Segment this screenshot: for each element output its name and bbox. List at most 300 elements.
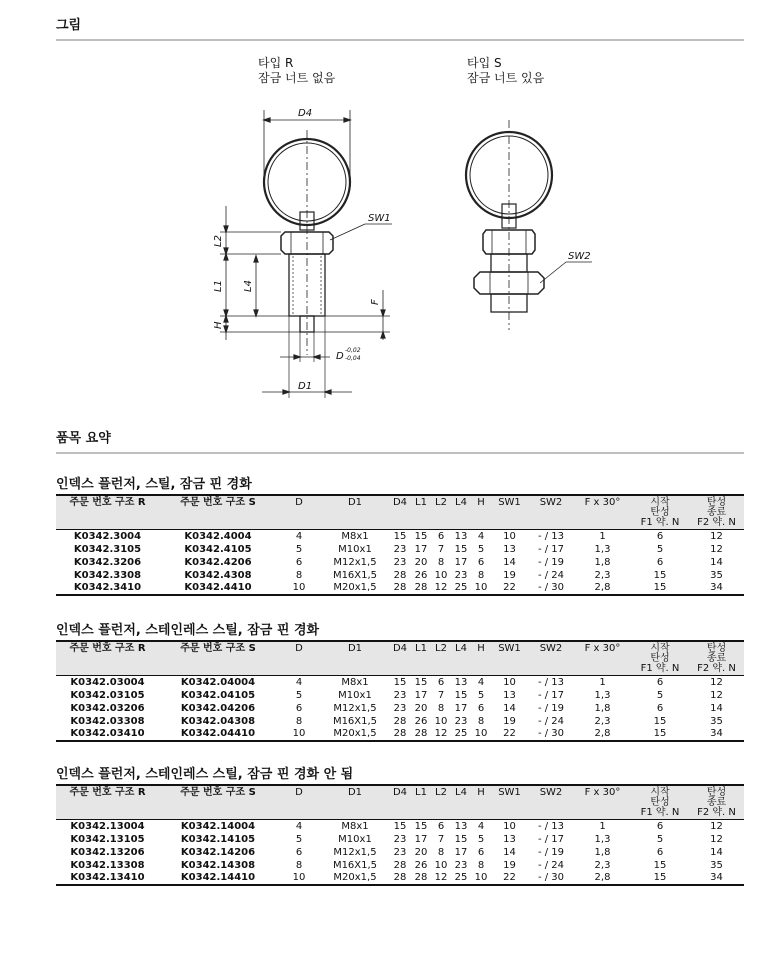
- table-cell: 12: [431, 582, 451, 595]
- table-cell: M8x1: [341, 676, 369, 688]
- order-number-cell: K0342.04410: [159, 728, 277, 741]
- column-header-line: 종료: [706, 653, 727, 664]
- table-cell: 17: [414, 833, 428, 845]
- table-cell: 17: [454, 556, 468, 568]
- table-cell: 2,3: [594, 859, 611, 871]
- table-cell: M10x1: [338, 833, 372, 845]
- table-cell: - / 17: [537, 689, 565, 701]
- table-cell: 28: [411, 872, 431, 885]
- column-header-d1: D1: [321, 641, 389, 676]
- table-cell: 13: [503, 833, 516, 845]
- table-cell: 23: [393, 702, 407, 714]
- order-number-cell: K0342.3308: [73, 569, 142, 581]
- table-cell: 10: [434, 715, 448, 727]
- table-cell: - / 30: [528, 582, 574, 595]
- table-cell: 6: [477, 702, 485, 714]
- table-cell: 15: [454, 689, 468, 701]
- table-cell: 8: [437, 846, 445, 858]
- table-cell: 5: [477, 833, 485, 845]
- table-cell: 13: [454, 676, 468, 688]
- order-number-cell: K0342.3004: [73, 530, 142, 542]
- dim-l2-label: L2: [213, 235, 224, 247]
- order-number-cell: K0342.04004: [180, 676, 256, 688]
- column-header-order-r: 주문 번호 구조 R: [56, 641, 159, 676]
- table-cell: 7: [437, 689, 445, 701]
- table-cell: 5: [295, 689, 303, 701]
- column-header-order-r: 주문 번호 구조 R: [56, 785, 159, 820]
- column-header-f: F x 30°: [574, 495, 631, 530]
- column-header-d: D: [277, 495, 321, 530]
- table-cell: 13: [503, 689, 516, 701]
- table-cell: M12x1,5: [333, 556, 377, 568]
- table-row: [56, 569, 744, 582]
- type-s-title: 타입 S: [467, 56, 502, 70]
- table-cell: - / 24: [537, 859, 565, 871]
- table-cell: 15: [393, 676, 407, 688]
- column-header-d1: D1: [321, 785, 389, 820]
- table-cell: 14: [503, 556, 516, 568]
- table-cell: 15: [653, 569, 667, 581]
- table-cell: 8: [295, 859, 303, 871]
- table-cell: 1,8: [594, 556, 611, 568]
- column-header-l4: L4: [451, 641, 471, 676]
- table-cell: - / 30: [528, 728, 574, 741]
- table-cell: - / 19: [537, 702, 565, 714]
- column-header-f: F x 30°: [574, 641, 631, 676]
- table-cell: 35: [710, 569, 723, 581]
- table-cell: 10: [277, 872, 321, 885]
- table-header-row: [56, 495, 744, 530]
- table-cell: 34: [689, 872, 744, 885]
- table-cell: 19: [503, 569, 516, 581]
- table-cell: 6: [656, 676, 664, 688]
- table-cell: 23: [393, 556, 407, 568]
- table-cell: 35: [710, 859, 723, 871]
- table-cell: 17: [454, 846, 468, 858]
- table-cell: 5: [295, 833, 303, 845]
- table-header-row: [56, 641, 744, 676]
- column-header-sw1: SW1: [491, 641, 528, 676]
- column-header-line: 종료: [706, 797, 727, 808]
- order-number-cell: K0342.3206: [73, 556, 142, 568]
- table-cell: 6: [656, 530, 664, 542]
- table-row: [56, 689, 744, 702]
- column-header-line: 탄성: [650, 507, 670, 518]
- column-header-end-spring: [689, 785, 744, 820]
- table-cell: - / 24: [537, 569, 565, 581]
- table-cell: 8: [477, 569, 485, 581]
- column-header-l2: L2: [431, 641, 451, 676]
- table-cell: 12: [431, 728, 451, 741]
- column-header-line: 탄성: [706, 787, 727, 798]
- dim-sw2-label: SW2: [568, 251, 591, 262]
- column-header-line: 탄성: [650, 653, 670, 664]
- column-header-l1: L1: [411, 641, 431, 676]
- table-cell: 23: [454, 715, 468, 727]
- table-cell: 5: [477, 689, 485, 701]
- table-cell: 25: [451, 872, 471, 885]
- table-cell: 2,8: [574, 582, 631, 595]
- table-cell: 34: [689, 728, 744, 741]
- type-r-subtitle: 잠금 너트 없음: [258, 71, 336, 85]
- column-header-start-spring: [631, 495, 689, 530]
- column-header-sw2: SW2: [528, 495, 574, 530]
- table-cell: M12x1,5: [333, 846, 377, 858]
- table-cell: 15: [393, 820, 407, 832]
- technical-drawing: [0, 0, 780, 420]
- table-cell: 8: [295, 715, 303, 727]
- order-number-cell: K0342.4206: [184, 556, 252, 568]
- type-r-drawing: [220, 110, 392, 398]
- table-cell: M12x1,5: [333, 702, 377, 714]
- table-cell: 26: [414, 569, 428, 581]
- table-cell: 1,3: [594, 833, 611, 845]
- table-cell: 12: [710, 530, 723, 542]
- table-cell: M16X1,5: [332, 715, 378, 727]
- table-cell: 23: [393, 689, 407, 701]
- table-cell: 15: [631, 582, 689, 595]
- table-cell: M8x1: [341, 820, 369, 832]
- table-cell: 15: [414, 530, 428, 542]
- column-header-d: D: [277, 785, 321, 820]
- table-cell: 13: [503, 543, 516, 555]
- dim-sw1-label: SW1: [368, 213, 391, 224]
- order-number-cell: K0342.04308: [180, 715, 256, 727]
- table-cell: 10: [277, 582, 321, 595]
- table-cell: 28: [393, 859, 407, 871]
- table-row: [56, 530, 744, 543]
- table-cell: 5: [295, 543, 303, 555]
- table-cell: 12: [710, 676, 723, 688]
- column-header-line: F1 약. N: [640, 807, 680, 818]
- table-row: [56, 702, 744, 715]
- table-cell: 28: [411, 582, 431, 595]
- column-header-d4: D4: [389, 641, 411, 676]
- column-header-line: 탄성: [706, 643, 727, 654]
- table-cell: 4: [295, 530, 303, 542]
- table-cell: 13: [454, 820, 468, 832]
- table-cell: 2,8: [574, 872, 631, 885]
- table-cell: - / 13: [537, 820, 565, 832]
- table-cell: 5: [477, 543, 485, 555]
- column-header-line: F1 약. N: [640, 663, 680, 674]
- table-row: [56, 556, 744, 569]
- dim-d1-label: D1: [298, 381, 313, 392]
- order-number-cell: K0342.3105: [73, 543, 142, 555]
- column-header-end-spring: [689, 641, 744, 676]
- order-number-cell: K0342.03206: [70, 702, 145, 714]
- table-cell: 19: [503, 859, 516, 871]
- table-cell: 10: [471, 728, 491, 741]
- table-cell: 1: [599, 530, 606, 542]
- table-cell: 14: [710, 556, 723, 568]
- table-cell: 4: [477, 820, 485, 832]
- table-cell: 28: [411, 728, 431, 741]
- table-cell: 10: [471, 582, 491, 595]
- column-header-h: H: [471, 495, 491, 530]
- table-cell: M16X1,5: [332, 569, 378, 581]
- table-cell: 25: [451, 728, 471, 741]
- table-title: 인덱스 플런저, 스틸, 잠금 핀 경화: [56, 477, 252, 492]
- column-header-sw1: SW1: [491, 495, 528, 530]
- table-cell: 12: [710, 833, 723, 845]
- table-cell: 6: [295, 702, 303, 714]
- table-cell: 5: [656, 689, 664, 701]
- table-cell: 15: [414, 820, 428, 832]
- column-header-l4: L4: [451, 495, 471, 530]
- table-row: [56, 820, 744, 833]
- table-cell: 10: [277, 728, 321, 741]
- summary-section-heading: 품목 요약: [56, 427, 744, 454]
- table-cell: 23: [393, 846, 407, 858]
- table-cell: 15: [653, 859, 667, 871]
- table-cell: 4: [295, 820, 303, 832]
- table-cell: 10: [503, 676, 516, 688]
- table-cell: - / 13: [537, 676, 565, 688]
- column-header-h: H: [471, 641, 491, 676]
- table-row: [56, 872, 744, 885]
- table-cell: 28: [389, 872, 411, 885]
- figure-section-heading: 그림: [56, 14, 744, 41]
- table-cell: 15: [631, 728, 689, 741]
- table-cell: 6: [656, 820, 664, 832]
- order-number-cell: K0342.04105: [180, 689, 256, 701]
- table-cell: 6: [437, 820, 445, 832]
- table-cell: 26: [414, 859, 428, 871]
- table-cell: - / 19: [537, 556, 565, 568]
- table-title: 인덱스 플런저, 스테인레스 스틸, 잠금 핀 경화 안 됨: [56, 767, 354, 782]
- table-cell: - / 17: [537, 543, 565, 555]
- table-cell: M20x1,5: [321, 582, 389, 595]
- table-cell: 14: [710, 702, 723, 714]
- order-number-cell: K0342.3410: [56, 582, 159, 595]
- table-cell: 4: [477, 530, 485, 542]
- column-header-line: F2 약. N: [697, 807, 736, 818]
- table-cell: - / 30: [528, 872, 574, 885]
- table-cell: 15: [393, 530, 407, 542]
- column-header-line: 종료: [706, 507, 727, 518]
- table-row: [56, 543, 744, 556]
- table-cell: 17: [414, 543, 428, 555]
- table-cell: 1,8: [594, 846, 611, 858]
- table-cell: 13: [454, 530, 468, 542]
- table-cell: 15: [631, 872, 689, 885]
- table-cell: M10x1: [338, 689, 372, 701]
- column-header-l1: L1: [411, 495, 431, 530]
- table-cell: 6: [295, 846, 303, 858]
- table-cell: 23: [454, 569, 468, 581]
- order-number-cell: K0342.13105: [70, 833, 145, 845]
- table-cell: M8x1: [341, 530, 369, 542]
- order-number-cell: K0342.14206: [180, 846, 256, 858]
- table-row: [56, 846, 744, 859]
- column-header-start-spring: [631, 785, 689, 820]
- table-cell: 10: [471, 872, 491, 885]
- table-cell: 35: [710, 715, 723, 727]
- table-cell: 22: [491, 872, 528, 885]
- table-cell: 5: [656, 833, 664, 845]
- table-cell: 8: [437, 556, 445, 568]
- table-cell: 1,8: [594, 702, 611, 714]
- column-header-line: 탄성: [650, 797, 670, 808]
- table-cell: 5: [656, 543, 664, 555]
- column-header-l2: L2: [431, 785, 451, 820]
- dim-l1-label: L1: [213, 280, 224, 292]
- table-cell: - / 24: [537, 715, 565, 727]
- table-cell: 20: [414, 846, 428, 858]
- table-cell: 10: [503, 530, 516, 542]
- table-cell: - / 19: [537, 846, 565, 858]
- order-number-cell: K0342.4308: [184, 569, 252, 581]
- table-cell: 23: [393, 543, 407, 555]
- table-cell: 6: [437, 530, 445, 542]
- table-cell: - / 13: [537, 530, 565, 542]
- column-header-end-spring: [689, 495, 744, 530]
- table-cell: 10: [503, 820, 516, 832]
- table-cell: 12: [431, 872, 451, 885]
- table-cell: 28: [393, 715, 407, 727]
- order-number-cell: K0342.14004: [180, 820, 256, 832]
- table-cell: 25: [451, 582, 471, 595]
- column-header-d4: D4: [389, 785, 411, 820]
- column-header-l2: L2: [431, 495, 451, 530]
- table-cell: 34: [689, 582, 744, 595]
- type-r-title: 타입 R: [258, 56, 294, 70]
- table-cell: 23: [393, 833, 407, 845]
- table-cell: 22: [491, 728, 528, 741]
- spec-table: [56, 640, 744, 742]
- table-cell: 6: [295, 556, 303, 568]
- table-cell: 15: [454, 833, 468, 845]
- table-cell: 8: [295, 569, 303, 581]
- table-cell: 8: [477, 859, 485, 871]
- column-header-line: 탄성: [706, 497, 727, 508]
- column-header-order-s: 주문 번호 구조 S: [159, 641, 277, 676]
- table-cell: 6: [656, 702, 664, 714]
- order-number-cell: K0342.13206: [70, 846, 145, 858]
- table-cell: 1: [599, 676, 606, 688]
- table-cell: 20: [414, 556, 428, 568]
- type-s-drawing: [466, 120, 592, 330]
- order-number-cell: K0342.03308: [70, 715, 145, 727]
- table-cell: 10: [434, 569, 448, 581]
- column-header-order-r: 주문 번호 구조 R: [56, 495, 159, 530]
- column-header-order-s: 주문 번호 구조 S: [159, 495, 277, 530]
- column-header-line: F2 약. N: [697, 517, 736, 528]
- table-cell: 15: [414, 676, 428, 688]
- dim-l4-label: L4: [243, 280, 254, 292]
- table-row: [56, 859, 744, 872]
- table-cell: M10x1: [338, 543, 372, 555]
- table-cell: 2,3: [594, 569, 611, 581]
- table-cell: 2,8: [574, 728, 631, 741]
- column-header-h: H: [471, 785, 491, 820]
- table-cell: 23: [454, 859, 468, 871]
- order-number-cell: K0342.13004: [70, 820, 145, 832]
- order-number-cell: K0342.03004: [70, 676, 145, 688]
- table-cell: 4: [477, 676, 485, 688]
- table-row: [56, 676, 744, 689]
- table-cell: 15: [653, 715, 667, 727]
- dim-d4-label: D4: [298, 108, 313, 119]
- table-cell: 6: [656, 846, 664, 858]
- order-number-cell: K0342.14308: [180, 859, 256, 871]
- column-header-sw1: SW1: [491, 785, 528, 820]
- table-cell: 15: [454, 543, 468, 555]
- table-row: [56, 715, 744, 728]
- table-row: [56, 728, 744, 741]
- table-cell: M16X1,5: [332, 859, 378, 871]
- dim-h-label: H: [213, 321, 224, 329]
- dim-d-lower-tol: -0,04: [345, 355, 361, 362]
- column-header-line: 시작: [650, 787, 670, 798]
- table-row: [56, 833, 744, 846]
- table-title: 인덱스 플런저, 스테인레스 스틸, 잠금 핀 경화: [56, 623, 320, 638]
- spec-table: [56, 494, 744, 596]
- column-header-d: D: [277, 641, 321, 676]
- dim-f-label: F: [370, 299, 381, 305]
- dim-d-upper-tol: -0,02: [345, 347, 361, 354]
- table-cell: 7: [437, 833, 445, 845]
- table-cell: 8: [477, 715, 485, 727]
- table-cell: 7: [437, 543, 445, 555]
- order-number-cell: K0342.13308: [70, 859, 145, 871]
- table-cell: 1,3: [594, 543, 611, 555]
- column-header-order-s: 주문 번호 구조 S: [159, 785, 277, 820]
- table-cell: 6: [437, 676, 445, 688]
- order-number-cell: K0342.03410: [56, 728, 159, 741]
- table-cell: 4: [295, 676, 303, 688]
- table-cell: 6: [477, 846, 485, 858]
- table-cell: 2,3: [594, 715, 611, 727]
- order-number-cell: K0342.14410: [159, 872, 277, 885]
- table-cell: 1: [599, 820, 606, 832]
- type-s-subtitle: 잠금 너트 있음: [467, 71, 545, 85]
- table-cell: 26: [414, 715, 428, 727]
- order-number-cell: K0342.4410: [159, 582, 277, 595]
- table-cell: 19: [503, 715, 516, 727]
- column-header-f: F x 30°: [574, 785, 631, 820]
- order-number-cell: K0342.14105: [180, 833, 256, 845]
- table-cell: 14: [503, 702, 516, 714]
- table-cell: 17: [414, 689, 428, 701]
- order-number-cell: K0342.4004: [184, 530, 252, 542]
- table-cell: 17: [454, 702, 468, 714]
- table-cell: 22: [491, 582, 528, 595]
- table-cell: 12: [710, 820, 723, 832]
- table-row: [56, 582, 744, 595]
- table-cell: 14: [503, 846, 516, 858]
- table-cell: 28: [389, 728, 411, 741]
- table-cell: 6: [477, 556, 485, 568]
- spec-table: [56, 784, 744, 886]
- column-header-d1: D1: [321, 495, 389, 530]
- order-number-cell: K0342.03105: [70, 689, 145, 701]
- column-header-line: F1 약. N: [640, 517, 680, 528]
- column-header-sw2: SW2: [528, 785, 574, 820]
- table-cell: 12: [710, 543, 723, 555]
- table-cell: 20: [414, 702, 428, 714]
- table-cell: 28: [393, 569, 407, 581]
- column-header-d4: D4: [389, 495, 411, 530]
- table-cell: - / 17: [537, 833, 565, 845]
- column-header-start-spring: [631, 641, 689, 676]
- column-header-line: 시작: [650, 643, 670, 654]
- table-cell: 14: [710, 846, 723, 858]
- table-cell: 28: [389, 582, 411, 595]
- dim-d-label: D: [336, 351, 344, 362]
- table-cell: 10: [434, 859, 448, 871]
